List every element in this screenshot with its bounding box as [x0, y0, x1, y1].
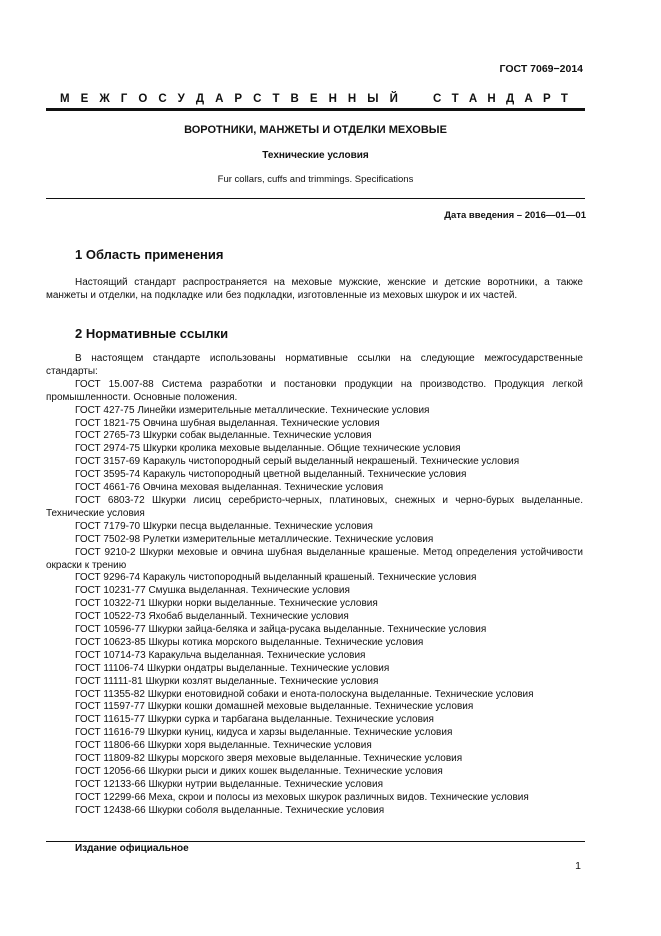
banner-letter: Д — [195, 93, 205, 105]
banner-letter: Р — [542, 93, 551, 105]
section-1-text: Настоящий стандарт распространяется на меховые мужские, женские и детские воротники, а также манжеты и отделки, на подкладке или без подкладки, изготовленные из меховых шкурок и их частей. — [46, 277, 583, 301]
reference-item: ГОСТ 11111-81 Шкурки козлят выделанные. Технические условия — [75, 675, 379, 687]
effective-date: Дата введения – 2016—01—01 — [444, 210, 586, 221]
banner-letter: Е — [80, 93, 89, 105]
banner-letter: С — [158, 93, 167, 105]
banner-letter: С — [253, 93, 262, 105]
document-title: ВОРОТНИКИ, МАНЖЕТЫ И ОТДЕЛКИ МЕХОВЫЕ — [184, 124, 447, 136]
reference-item: ГОСТ 12438-66 Шкурки соболя выделанные. Технические условия — [75, 804, 385, 816]
reference-item: ГОСТ 9296-74 Каракуль чистопородный выделанный крашеный. Технические условия — [75, 572, 477, 584]
reference-item: ГОСТ 11616-79 Шкурки куниц, кидуса и харзы выделанные. Технические условия — [75, 727, 453, 739]
reference-item: ГОСТ 12133-66 Шкурки нутрии выделанные. Технические условия — [75, 778, 383, 790]
banner-word-2 — [433, 93, 568, 105]
reference-item: ГОСТ 6803-72 Шкурки лисиц серебристо-черных, платиновых, снежных и черно-бурых выделанные. Технические условия — [46, 494, 583, 519]
reference-item: ГОСТ 2765-73 Шкурки собак выделанные. Технические условия — [75, 430, 372, 442]
banner-letter: М — [60, 93, 70, 105]
banner-letter: Н — [347, 93, 357, 105]
reference-item: ГОСТ 10322-71 Шкурки норки выделанные. Технические условия — [75, 598, 378, 610]
official-edition-note: Издание официальное — [75, 843, 189, 854]
banner-letter: Е — [309, 93, 318, 105]
reference-item: ГОСТ 10231-77 Смушка выделанная. Технические условия — [75, 585, 350, 597]
banner-letter: У — [177, 93, 185, 105]
normative-references-list — [46, 353, 583, 818]
reference-item: ГОСТ 11355-82 Шкурки енотовидной собаки и енота-полоскуна выделанные. Технические условия — [75, 688, 534, 700]
banner-word-1 — [60, 93, 398, 105]
english-title: Fur collars, cuffs and trimmings. Specifications — [217, 174, 414, 185]
banner-letter: Ж — [99, 93, 110, 105]
reference-item: ГОСТ 11615-77 Шкурки сурка и тарбагана выделанные. Технические условия — [75, 714, 434, 726]
title-rule — [46, 198, 585, 199]
reference-item: ГОСТ 11806-66 Шкурки хоря выделанные. Технические условия — [75, 740, 372, 752]
reference-item: ГОСТ 11106-74 Шкурки ондатры выделанные. Технические условия — [75, 662, 390, 674]
banner-letter: А — [215, 93, 224, 105]
header-rule — [46, 108, 585, 111]
section-2-heading: 2 Нормативные ссылки — [75, 326, 229, 341]
reference-item: ГОСТ 1821-75 Овчина шубная выделанная. Технические условия — [75, 417, 380, 429]
reference-item: ГОСТ 2974-75 Шкурки кролика меховые выделанные. Общие технические условия — [75, 443, 461, 455]
banner-letter: А — [468, 93, 478, 105]
banner-letter: Й — [389, 93, 398, 105]
banner-letter: Д — [505, 93, 515, 105]
reference-item: ГОСТ 9210-2 Шкурки меховые и овчина шубная выделанные крашеные. Метод определения устойчивости окраски к трению — [46, 546, 583, 571]
reference-item: ГОСТ 11809-82 Шкуры морского зверя меховые выделанные. Технические условия — [75, 753, 463, 765]
reference-item: ГОСТ 10596-77 Шкурки зайца-беляка и зайца-русака выделанные. Технические условия — [75, 624, 487, 636]
banner-letter: Т — [272, 93, 280, 105]
reference-item: ГОСТ 15.007-88 Система разработки и постановки продукции на производство. Продукция легкой промышленности. Основные положения. — [46, 378, 583, 403]
reference-item: ГОСТ 4661-76 Овчина меховая выделанная. Технические условия — [75, 482, 384, 494]
banner-letter: Г — [120, 93, 128, 105]
banner-letter: Н — [328, 93, 337, 105]
reference-item: ГОСТ 11597-77 Шкурки кошки домашней меховые выделанные. Технические условия — [75, 701, 474, 713]
reference-item: ГОСТ 3595-74 Каракуль чистопородный цветной выделанный. Технические условия — [75, 469, 467, 481]
standard-banner — [60, 93, 568, 105]
banner-letter: О — [138, 93, 148, 105]
references-intro: В настоящем стандарте использованы нормативные ссылки на следующие межгосударственные стандарты: — [46, 353, 583, 377]
banner-letter: Т — [560, 93, 568, 105]
reference-item: ГОСТ 3157-69 Каракуль чистопородный серый выделанный некрашеный. Технические условия — [75, 456, 520, 468]
reference-item: ГОСТ 12056-66 Шкурки рыси и диких кошек выделанные. Технические условия — [75, 766, 443, 777]
reference-item: ГОСТ 7179-70 Шкурки песца выделанные. Технические условия — [75, 520, 373, 532]
banner-letter: В — [290, 93, 299, 105]
banner-letter: Ы — [367, 93, 379, 105]
banner-letter: Т — [451, 93, 459, 105]
document-subtitle: Технические условия — [262, 150, 369, 161]
reference-item: ГОСТ 427-75 Линейки измерительные металлические. Технические условия — [75, 404, 430, 416]
standard-code: ГОСТ 7069−2014 — [499, 63, 583, 75]
reference-item: ГОСТ 10623-85 Шкуры котика морского выделанные. Технические условия — [75, 636, 424, 648]
banner-letter: А — [524, 93, 533, 105]
reference-item: ГОСТ 10522-73 Яхобаб выделанный. Технические условия — [75, 611, 349, 623]
page-number: 1 — [575, 860, 581, 872]
reference-item: ГОСТ 7502-98 Рулетки измерительные металлические. Технические условия — [75, 533, 434, 545]
reference-item: ГОСТ 10714-73 Каракульча выделанная. Технические условия — [75, 649, 366, 661]
footer-rule — [46, 841, 585, 842]
section-1-heading: 1 Область применения — [75, 247, 224, 262]
banner-letter: Р — [234, 93, 243, 105]
banner-letter: С — [433, 93, 442, 105]
banner-letter: Н — [487, 93, 496, 105]
reference-item: ГОСТ 12299-66 Меха, скрои и полосы из меховых шкурок различных видов. Технические условия — [75, 791, 529, 803]
